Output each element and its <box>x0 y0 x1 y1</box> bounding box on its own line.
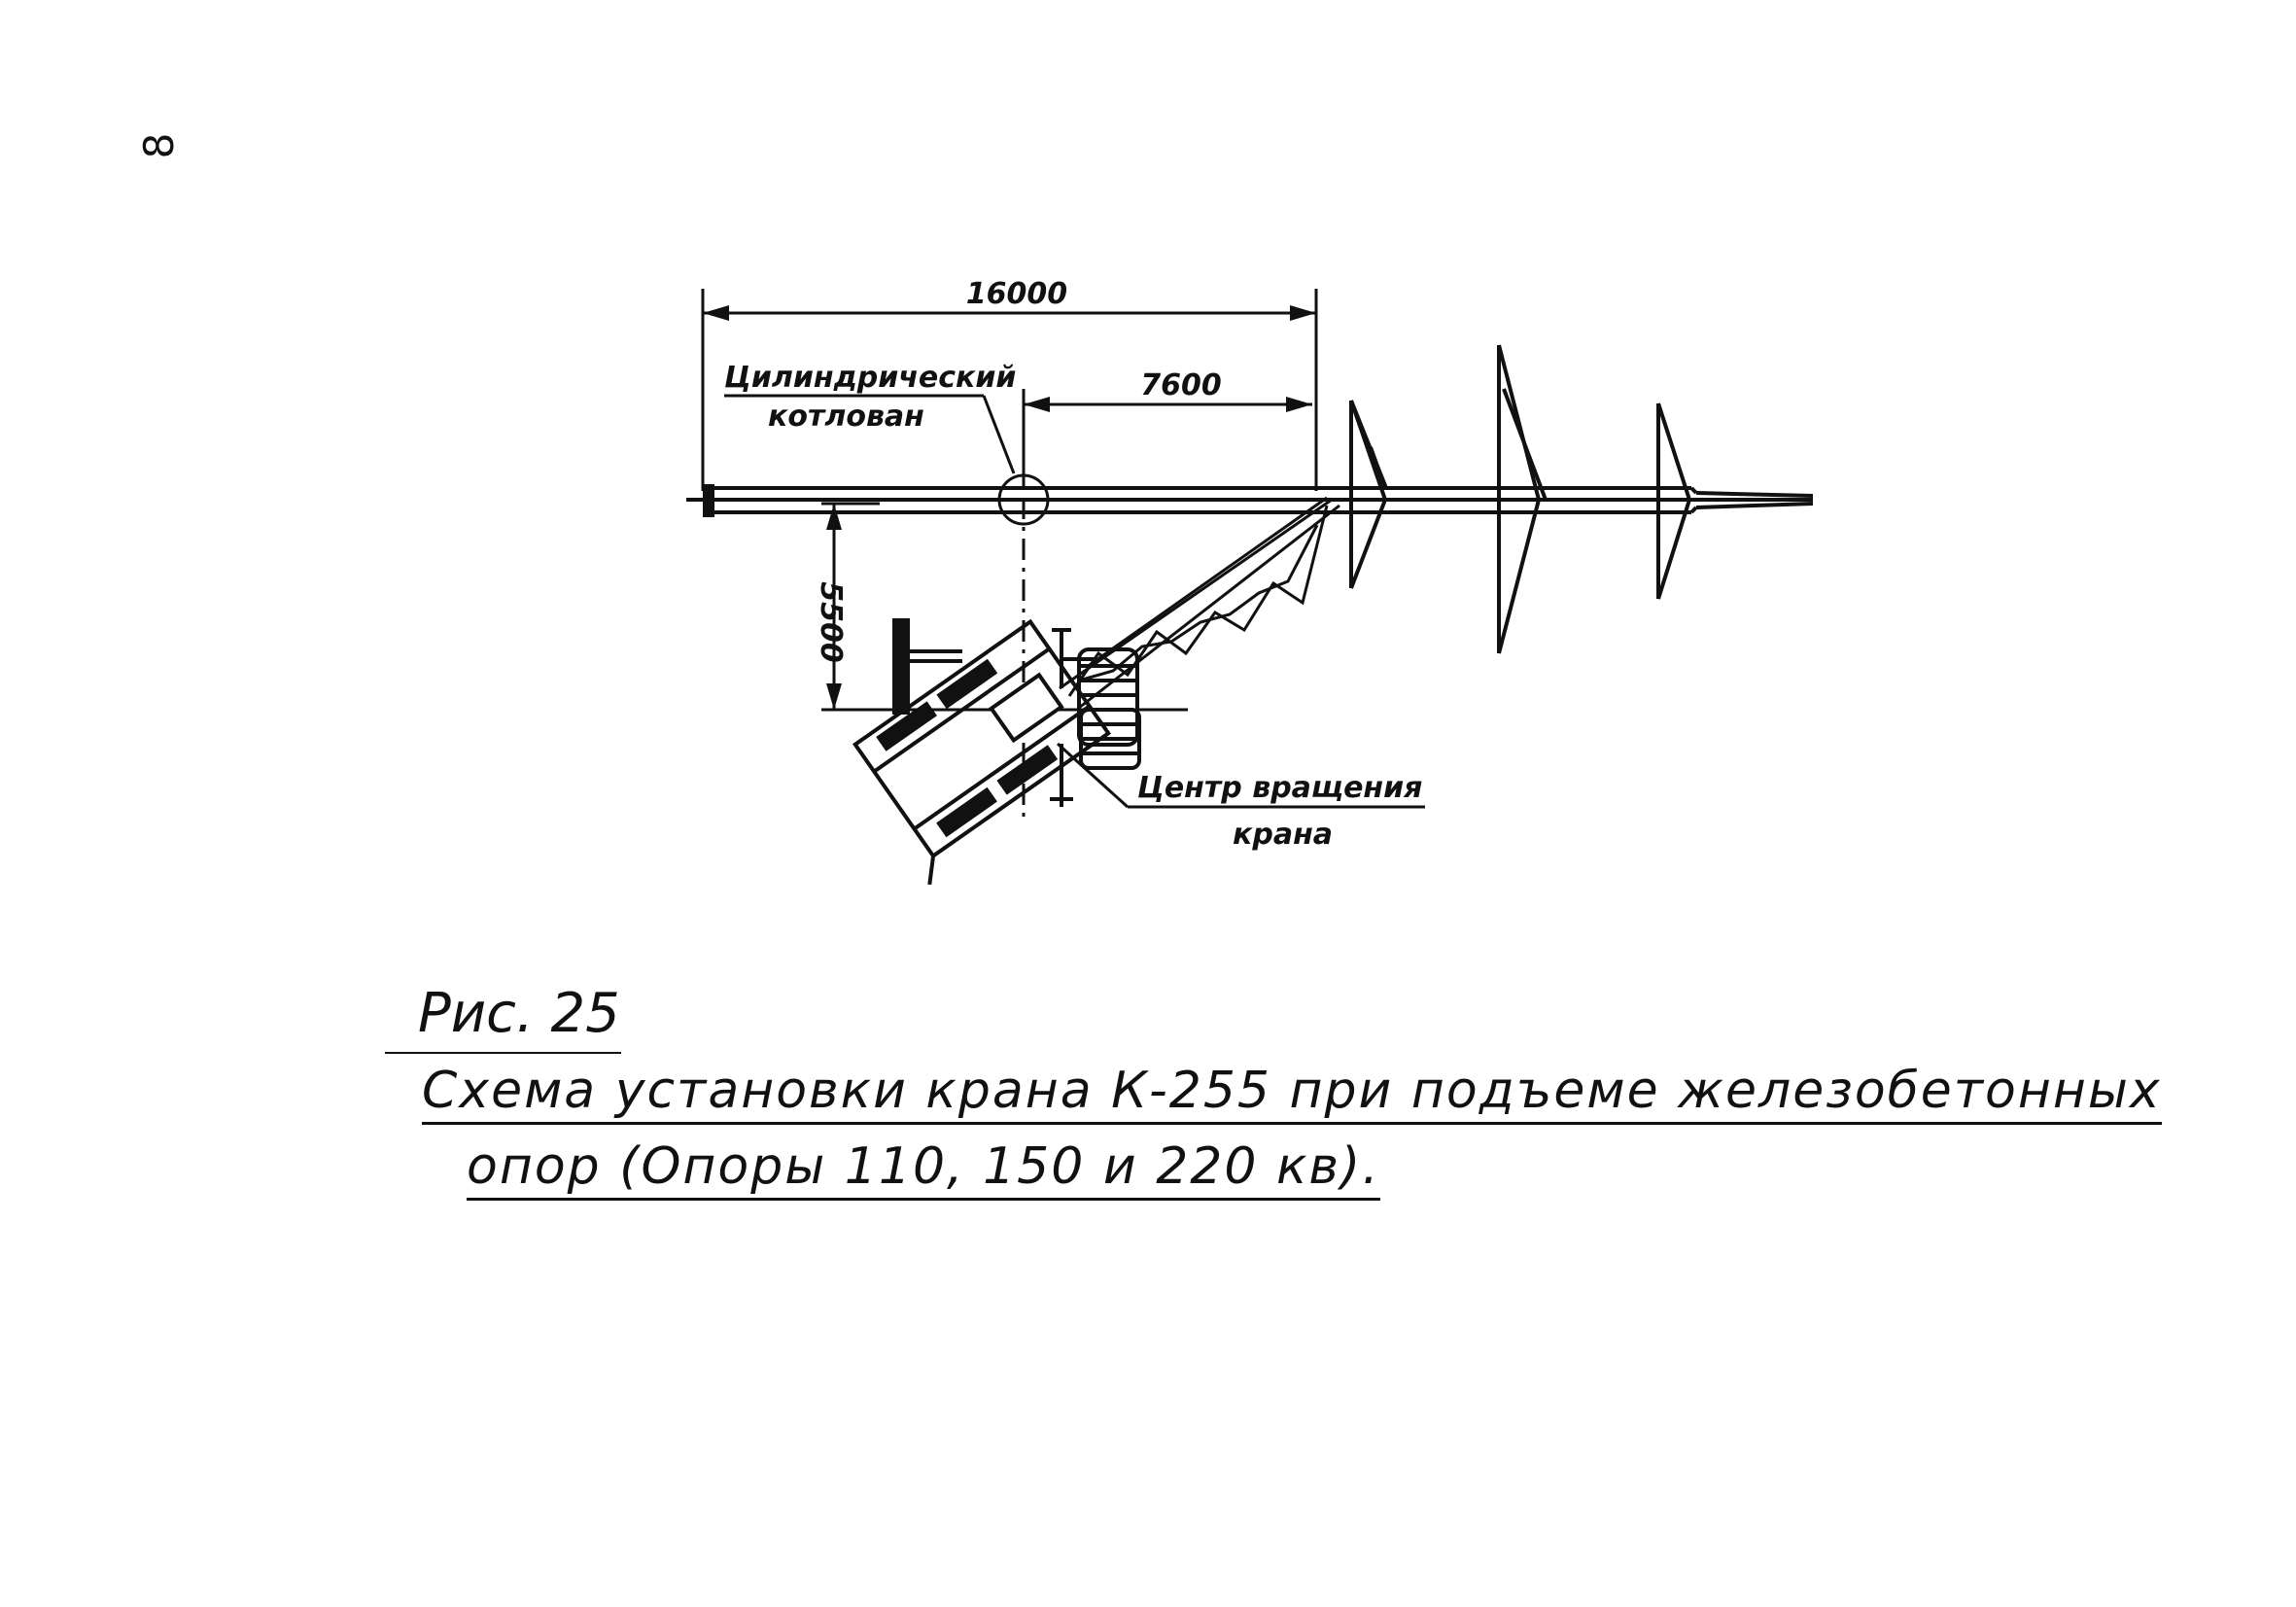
crane-boom <box>1060 498 1339 708</box>
rotation-center-label-line2: крана <box>1233 818 1334 852</box>
figure-title-line2: опор (Опоры 110, 150 и 220 кв). <box>467 1137 1380 1201</box>
pit-label-line1: Цилиндрический <box>724 361 1017 395</box>
rotation-center-label-line1: Центр вращения <box>1137 771 1423 805</box>
pit-label-line2: котлован <box>768 400 924 434</box>
dimension-7600 <box>1024 389 1312 486</box>
figure-label-underline <box>385 1052 621 1054</box>
concrete-pole <box>686 486 1813 515</box>
dimension-7600-label: 7600 <box>1140 368 1222 402</box>
crane-body <box>839 620 1139 885</box>
dimension-16000-label: 16000 <box>965 277 1068 311</box>
dimension-5500-label: 5500 <box>814 581 848 663</box>
pole-crossarm-1 <box>1351 401 1386 588</box>
figure-label: Рис. 25 <box>418 982 620 1045</box>
figure-title-line1: Схема установки крана К-255 при подъеме железобетонных <box>422 1062 2162 1125</box>
page-number: 8 <box>135 132 183 159</box>
